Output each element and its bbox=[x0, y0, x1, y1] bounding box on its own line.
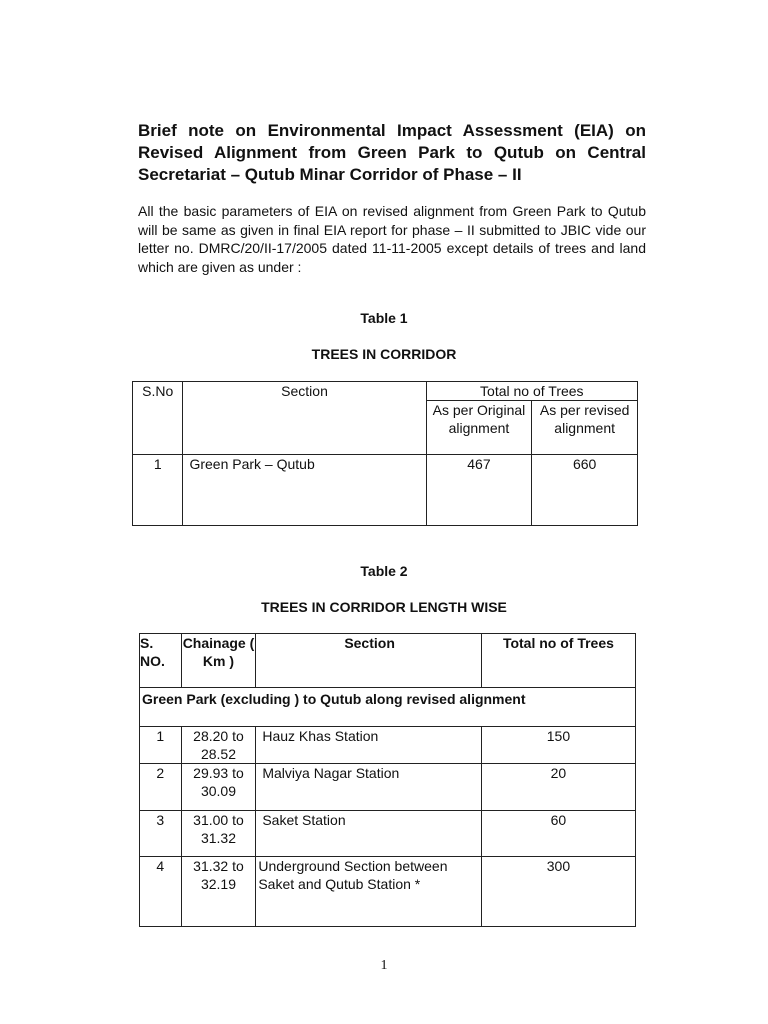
row-chainage: 29.93 to 30.09 bbox=[181, 764, 256, 811]
row-section: Green Park – Qutub bbox=[183, 455, 426, 526]
header-original-alignment: As per Original alignment bbox=[426, 401, 532, 455]
table1-heading: TREES IN CORRIDOR bbox=[311, 346, 457, 362]
table2-label: Table 2 bbox=[360, 563, 408, 579]
row-section: Malviya Nagar Station bbox=[256, 764, 482, 811]
row-chainage: 28.20 to 28.52 bbox=[181, 727, 256, 764]
group-label: Green Park (excluding ) to Qutub along revised alignment bbox=[140, 688, 636, 727]
header-section: Section bbox=[183, 382, 426, 455]
page-number: 1 bbox=[380, 958, 388, 973]
header-revised-alignment: As per revised alignment bbox=[532, 401, 638, 455]
row-sno: 1 bbox=[133, 455, 183, 526]
row-section: Underground Section between Saket and Qutub Station * bbox=[256, 857, 482, 927]
row-sno: 2 bbox=[140, 764, 182, 811]
table-row bbox=[140, 727, 636, 764]
table-row bbox=[140, 764, 636, 811]
header-section: Section bbox=[256, 634, 482, 688]
row-trees: 150 bbox=[481, 727, 635, 764]
trees-in-corridor-table bbox=[132, 381, 638, 526]
document-title: Brief note on Environmental Impact Assessment (EIA) on Revised Alignment from Green Park to Qutub on Central Secretariat – Qutub Minar Corridor of Phase – II bbox=[138, 121, 646, 184]
row-sno: 3 bbox=[140, 811, 182, 857]
row-sno: 1 bbox=[140, 727, 182, 764]
row-trees: 300 bbox=[481, 857, 635, 927]
header-total-trees: Total no of Trees bbox=[481, 634, 635, 688]
row-section: Saket Station bbox=[256, 811, 482, 857]
row-chainage: 31.32 to 32.19 bbox=[181, 857, 256, 927]
header-total-trees: Total no of Trees bbox=[426, 382, 637, 401]
header-sno: S.No bbox=[133, 382, 183, 455]
header-sno: S. NO. bbox=[140, 634, 182, 688]
row-trees: 60 bbox=[481, 811, 635, 857]
row-trees: 20 bbox=[481, 764, 635, 811]
row-revised: 660 bbox=[532, 455, 638, 526]
table-row bbox=[140, 811, 636, 857]
table-row bbox=[140, 857, 636, 927]
table2-heading: TREES IN CORRIDOR LENGTH WISE bbox=[261, 599, 507, 615]
intro-paragraph: All the basic parameters of EIA on revised alignment from Green Park to Qutub will be same as given in final EIA report for phase – II submitted to JBIC vide our letter no. DMRC/20/II-17/2005 dated 11-11-2005 except details of trees and land which are given as under : bbox=[138, 203, 646, 275]
table1-label: Table 1 bbox=[360, 310, 408, 326]
row-sno: 4 bbox=[140, 857, 182, 927]
trees-length-wise-table bbox=[139, 633, 636, 927]
table-row bbox=[133, 455, 638, 526]
row-chainage: 31.00 to 31.32 bbox=[181, 811, 256, 857]
header-chainage: Chainage ( Km ) bbox=[181, 634, 256, 688]
row-section: Hauz Khas Station bbox=[256, 727, 482, 764]
row-original: 467 bbox=[426, 455, 532, 526]
